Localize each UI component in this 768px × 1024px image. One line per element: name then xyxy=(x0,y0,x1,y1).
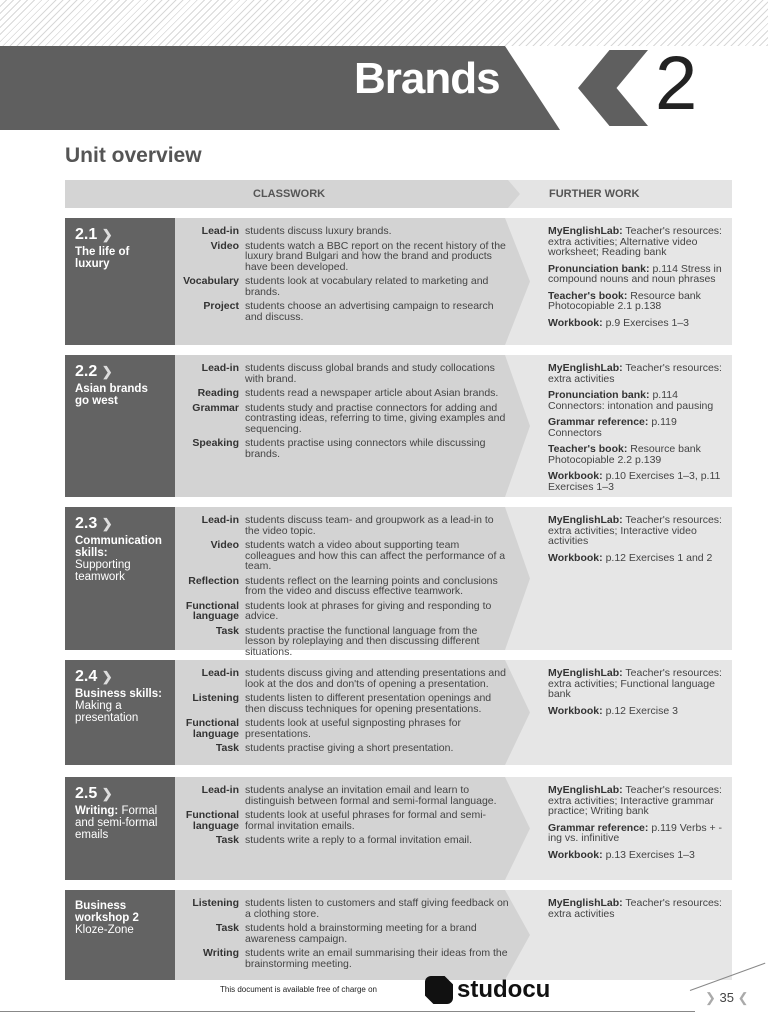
lesson-label xyxy=(65,507,175,650)
activity-description: students watch a video about supporting team colleagues and how this can affect the performance of a team. xyxy=(245,539,506,572)
classwork-row xyxy=(177,718,510,739)
activity-type: Task xyxy=(215,922,239,934)
lesson-label xyxy=(65,890,175,980)
further-work-column xyxy=(548,363,728,498)
resource-detail: Teacher's resources: extra activities; Interactive video activities xyxy=(548,514,722,547)
classwork-row xyxy=(177,540,510,572)
activity-description: students look at useful signposting phrases for presentations. xyxy=(245,717,461,740)
activity-type: Lead-in xyxy=(201,784,239,796)
further-work-item xyxy=(548,264,728,285)
classwork-row xyxy=(177,301,510,322)
further-work-item xyxy=(548,515,728,547)
classwork-row xyxy=(177,835,510,846)
further-work-item xyxy=(548,291,728,312)
lesson-number: 2.2 xyxy=(75,363,98,380)
further-work-column xyxy=(548,898,728,925)
activity-description: students reflect on the learning points and conclusions from the video and discuss effective teamwork. xyxy=(245,574,498,597)
activity-type: Task xyxy=(215,742,239,754)
classwork-row xyxy=(177,515,510,536)
lesson-title: The life of luxury xyxy=(75,246,130,270)
activity-type: Functional language xyxy=(185,599,239,622)
resource-detail: Teacher's resources: extra activities; Functional language bank xyxy=(548,667,722,700)
page-number: ❯ 35 ❮ xyxy=(705,990,749,1005)
activity-description: students listen to different presentation openings and then discuss techniques for opening presentations. xyxy=(245,692,492,715)
resource-detail: p.114 Stress in compound nouns and noun phrases xyxy=(548,262,722,285)
resource-name: Teacher's book: xyxy=(548,289,628,302)
resource-name: Workbook: xyxy=(548,848,603,861)
activity-description: students hold a brainstorming meeting for a brand awareness campaign. xyxy=(245,922,477,945)
activity-description: students analyse an invitation email and learn to distinguish between formal and semi-formal language. xyxy=(245,784,497,807)
activity-description: students listen to customers and staff giving feedback on a clothing store. xyxy=(245,897,509,920)
resource-name: Workbook: xyxy=(548,470,603,482)
unit-section xyxy=(65,218,732,345)
chevron-right-icon: ❯ xyxy=(101,227,113,242)
resource-name: Pronunciation bank: xyxy=(548,389,650,401)
resource-name: Grammar reference: xyxy=(548,416,649,428)
classwork-row xyxy=(177,810,510,831)
resource-detail: p.119 Connectors xyxy=(548,416,677,439)
resource-detail: p.12 Exercise 3 xyxy=(605,704,678,717)
unit-section xyxy=(65,777,732,880)
further-work-item xyxy=(548,823,728,844)
lesson-title: Communication skills: xyxy=(75,535,162,559)
resource-name: MyEnglishLab: xyxy=(548,225,623,237)
lesson-subtitle: Kloze-Zone xyxy=(75,924,134,936)
resource-name: MyEnglishLab: xyxy=(548,784,623,796)
chevron-right-icon: ❯ xyxy=(101,516,113,531)
chevron-left-icon xyxy=(578,50,648,126)
lesson-subtitle: Supporting teamwork xyxy=(75,559,131,583)
resource-name: MyEnglishLab: xyxy=(548,362,623,374)
activity-type: Reflection xyxy=(188,574,239,587)
lesson-title: Writing: xyxy=(75,805,119,817)
further-work-item xyxy=(548,471,728,492)
resource-detail: p.13 Exercises 1–3 xyxy=(605,848,695,861)
lesson-label xyxy=(65,660,175,765)
activity-type: Lead-in xyxy=(201,667,239,679)
activity-description: students discuss team- and groupwork as a lead-in to the video topic. xyxy=(245,514,494,537)
studocu-logo[interactable] xyxy=(425,976,550,1004)
resource-detail: p.12 Exercises 1 and 2 xyxy=(605,551,713,564)
classwork-header: CLASSWORK xyxy=(253,188,326,200)
activity-type: Vocabulary xyxy=(183,275,239,287)
further-work-header: FURTHER WORK xyxy=(549,188,640,200)
section-heading: Unit overview xyxy=(65,144,202,167)
classwork-row xyxy=(177,363,510,384)
activity-type: Grammar xyxy=(192,401,239,414)
unit-number: 2 xyxy=(655,41,698,126)
classwork-row xyxy=(177,241,510,273)
further-work-column xyxy=(548,515,728,569)
classwork-row xyxy=(177,438,510,459)
activity-type: Functional language xyxy=(185,809,239,832)
activity-description: students discuss luxury brands. xyxy=(245,225,392,237)
activity-description: students read a newspaper article about Asian brands. xyxy=(245,387,499,399)
lesson-label xyxy=(65,777,175,880)
divider xyxy=(0,1011,695,1012)
activity-description: students study and practise connectors for adding and contrasting ideas, referring to time, giving examples and sequencing. xyxy=(245,401,506,435)
activity-description: students practise the functional language from the lesson by roleplaying and then discussing different situations. xyxy=(245,624,480,658)
further-work-item xyxy=(548,668,728,700)
lesson-number: 2.4 xyxy=(75,668,98,685)
chevron-right-icon: ❯ xyxy=(101,364,113,379)
further-work-column xyxy=(548,668,728,722)
activity-description: students choose an advertising campaign to research and discuss. xyxy=(245,300,494,323)
classwork-row xyxy=(177,668,510,689)
resource-name: Teacher's book: xyxy=(548,443,628,455)
activity-description: students watch a BBC report on the recent history of the luxury brand Bulgari and how the brand and products have been developed. xyxy=(245,239,506,273)
activity-type: Lead-in xyxy=(201,514,239,526)
classwork-row xyxy=(177,403,510,435)
unit-section xyxy=(65,660,732,765)
activity-type: Video xyxy=(210,239,239,252)
activity-type: Project xyxy=(203,300,239,312)
studocu-icon xyxy=(425,976,453,1004)
activity-description: students discuss giving and attending presentations and look at the dos and don'ts of opening a presentation. xyxy=(245,667,506,690)
lesson-title: Asian brands go west xyxy=(75,383,148,407)
activity-type: Lead-in xyxy=(201,362,239,374)
activity-type: Video xyxy=(210,539,239,551)
resource-name: Workbook: xyxy=(548,704,603,717)
classwork-row xyxy=(177,276,510,297)
classwork-row xyxy=(177,626,510,658)
resource-detail: Resource bank Photocopiable 2.1 p.138 xyxy=(548,289,701,312)
lesson-number: 2.1 xyxy=(75,226,98,243)
activity-description: students practise giving a short presentation. xyxy=(245,742,454,754)
further-work-item xyxy=(548,363,728,384)
classwork-row xyxy=(177,226,510,237)
further-work-item xyxy=(548,444,728,465)
header-hatch xyxy=(0,0,768,46)
activity-description: students write an email summarising their ideas from the brainstorming meeting. xyxy=(245,947,508,970)
activity-type: Functional language xyxy=(185,717,239,740)
resource-detail: p.9 Exercises 1–3 xyxy=(605,316,690,329)
resource-name: MyEnglishLab: xyxy=(548,667,623,679)
resource-name: Workbook: xyxy=(548,551,603,564)
classwork-row xyxy=(177,923,510,944)
lesson-label xyxy=(65,218,175,345)
classwork-row xyxy=(177,785,510,806)
resource-name: MyEnglishLab: xyxy=(548,897,623,909)
unit-title: Brands xyxy=(354,54,500,103)
page-number-text: 35 xyxy=(719,990,734,1005)
classwork-row xyxy=(177,576,510,597)
activity-type: Reading xyxy=(197,387,239,399)
activity-type: Task xyxy=(215,624,239,637)
lesson-subtitle: Making a presentation xyxy=(75,700,139,724)
activity-description: students look at useful phrases for formal and semi-formal invitation emails. xyxy=(245,809,487,832)
resource-detail: p.114 Connectors: intonation and pausing xyxy=(548,389,714,412)
activity-type: Speaking xyxy=(192,437,239,449)
resource-name: Pronunciation bank: xyxy=(548,262,650,275)
unit-section xyxy=(65,507,732,658)
resource-detail: p.119 Verbs + -ing vs. infinitive xyxy=(548,821,723,844)
lesson-label xyxy=(65,355,175,497)
further-work-item xyxy=(548,417,728,438)
resource-name: Workbook: xyxy=(548,316,603,329)
further-work-item xyxy=(548,553,728,564)
further-work-item xyxy=(548,706,728,717)
activity-type: Listening xyxy=(192,897,239,909)
activity-type: Lead-in xyxy=(201,225,239,237)
resource-detail: Resource bank Photocopiable 2.2 p.139 xyxy=(548,443,701,466)
chevron-right-icon: ❯ xyxy=(101,786,113,801)
further-work-item xyxy=(548,226,728,258)
table-header xyxy=(65,180,732,208)
activity-description: students look at vocabulary related to marketing and brands. xyxy=(245,275,489,298)
resource-detail: p.10 Exercises 1–3, p.11 Exercises 1–3 xyxy=(548,470,721,493)
classwork-row xyxy=(177,898,510,919)
further-work-item xyxy=(548,318,728,329)
resource-detail: Teacher's resources: extra activities xyxy=(548,897,722,920)
lesson-number: 2.5 xyxy=(75,785,98,802)
classwork-row xyxy=(177,693,510,714)
resource-detail: Teacher's resources: extra activities; Interactive grammar practice; Writing bank xyxy=(548,784,722,817)
unit-section xyxy=(65,355,732,497)
classwork-row xyxy=(177,601,510,622)
lesson-number: 2.3 xyxy=(75,515,98,532)
resource-name: MyEnglishLab: xyxy=(548,514,623,526)
lesson-subtitle: Formal and semi-formal emails xyxy=(75,805,158,841)
logo-text: studocu xyxy=(457,976,551,1003)
further-work-column xyxy=(548,226,728,334)
further-work-item xyxy=(548,850,728,861)
resource-name: Grammar reference: xyxy=(548,821,649,834)
lesson-title: Business skills: xyxy=(75,688,162,700)
lesson-title: Business workshop 2 xyxy=(75,900,139,924)
further-work-item xyxy=(548,785,728,817)
resource-detail: Teacher's resources: extra activities xyxy=(548,362,722,385)
further-work-item xyxy=(548,898,728,919)
activity-type: Writing xyxy=(203,947,239,959)
activity-description: students write a reply to a formal invitation email. xyxy=(245,834,473,846)
chevron-right-icon: ❯ xyxy=(101,669,113,684)
classwork-row xyxy=(177,948,510,969)
classwork-row xyxy=(177,388,510,399)
resource-detail: Teacher's resources: extra activities; Alternative video worksheet; Reading bank xyxy=(548,225,722,258)
further-work-item xyxy=(548,390,728,411)
classwork-row xyxy=(177,743,510,754)
activity-type: Task xyxy=(215,834,239,846)
footer-text: This document is available free of charge on xyxy=(220,985,377,994)
activity-type: Listening xyxy=(192,692,239,704)
activity-description: students discuss global brands and study collocations with brand. xyxy=(245,362,495,385)
further-work-column xyxy=(548,785,728,866)
unit-section xyxy=(65,890,732,980)
activity-description: students look at phrases for giving and responding to advice. xyxy=(245,599,492,622)
activity-description: students practise using connectors while discussing brands. xyxy=(245,437,486,460)
